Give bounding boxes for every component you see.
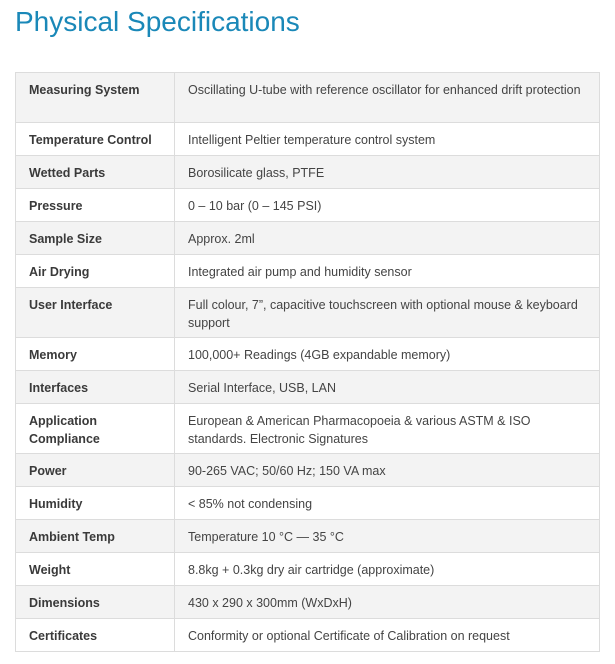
spec-label: Ambient Temp xyxy=(16,520,175,553)
spec-label: Weight xyxy=(16,553,175,586)
spec-value: 8.8kg + 0.3kg dry air cartridge (approximate) xyxy=(175,553,600,586)
spec-value: 430 x 290 x 300mm (WxDxH) xyxy=(175,586,600,619)
spec-value: Approx. 2ml xyxy=(175,222,600,255)
spec-label: Humidity xyxy=(16,487,175,520)
spec-value: Borosilicate glass, PTFE xyxy=(175,156,600,189)
table-row xyxy=(16,487,600,520)
spec-label: Pressure xyxy=(16,189,175,222)
spec-label: Sample Size xyxy=(16,222,175,255)
spec-value: Conformity or optional Certificate of Calibration on request xyxy=(175,619,600,652)
table-row xyxy=(16,189,600,222)
spec-label: Memory xyxy=(16,338,175,371)
table-row xyxy=(16,553,600,586)
spec-label: Air Drying xyxy=(16,255,175,288)
spec-label: Interfaces xyxy=(16,371,175,404)
spec-value: < 85% not condensing xyxy=(175,487,600,520)
table-row xyxy=(16,156,600,189)
spec-label: Measuring System xyxy=(16,73,175,123)
spec-value: 100,000+ Readings (4GB expandable memory) xyxy=(175,338,600,371)
table-row xyxy=(16,123,600,156)
spec-value: 90-265 VAC; 50/60 Hz; 150 VA max xyxy=(175,454,600,487)
spec-label: Certificates xyxy=(16,619,175,652)
table-row xyxy=(16,288,600,338)
spec-value: 0 – 10 bar (0 – 145 PSI) xyxy=(175,189,600,222)
spec-value: Full colour, 7”, capacitive touchscreen with optional mouse & keyboard support xyxy=(175,288,600,338)
spec-value: Integrated air pump and humidity sensor xyxy=(175,255,600,288)
spec-label: User Interface xyxy=(16,288,175,338)
spec-value: Oscillating U-tube with reference oscillator for enhanced drift protection xyxy=(175,73,600,123)
table-row xyxy=(16,454,600,487)
spec-label: Dimensions xyxy=(16,586,175,619)
spec-value: Serial Interface, USB, LAN xyxy=(175,371,600,404)
spec-label: Power xyxy=(16,454,175,487)
spec-value: Intelligent Peltier temperature control system xyxy=(175,123,600,156)
table-row xyxy=(16,255,600,288)
table-row xyxy=(16,222,600,255)
table-row xyxy=(16,73,600,123)
table-row xyxy=(16,619,600,652)
table-row xyxy=(16,520,600,553)
table-row xyxy=(16,338,600,371)
table-row xyxy=(16,404,600,454)
spec-label: Temperature Control xyxy=(16,123,175,156)
spec-label: Wetted Parts xyxy=(16,156,175,189)
spec-value: European & American Pharmacopoeia & various ASTM & ISO standards. Electronic Signatures xyxy=(175,404,600,454)
table-row xyxy=(16,586,600,619)
spec-table xyxy=(15,72,600,652)
page-title: Physical Specifications xyxy=(15,6,300,37)
table-row xyxy=(16,371,600,404)
spec-value: Temperature 10 °C — 35 °C xyxy=(175,520,600,553)
spec-label: Application Compliance xyxy=(16,404,175,454)
